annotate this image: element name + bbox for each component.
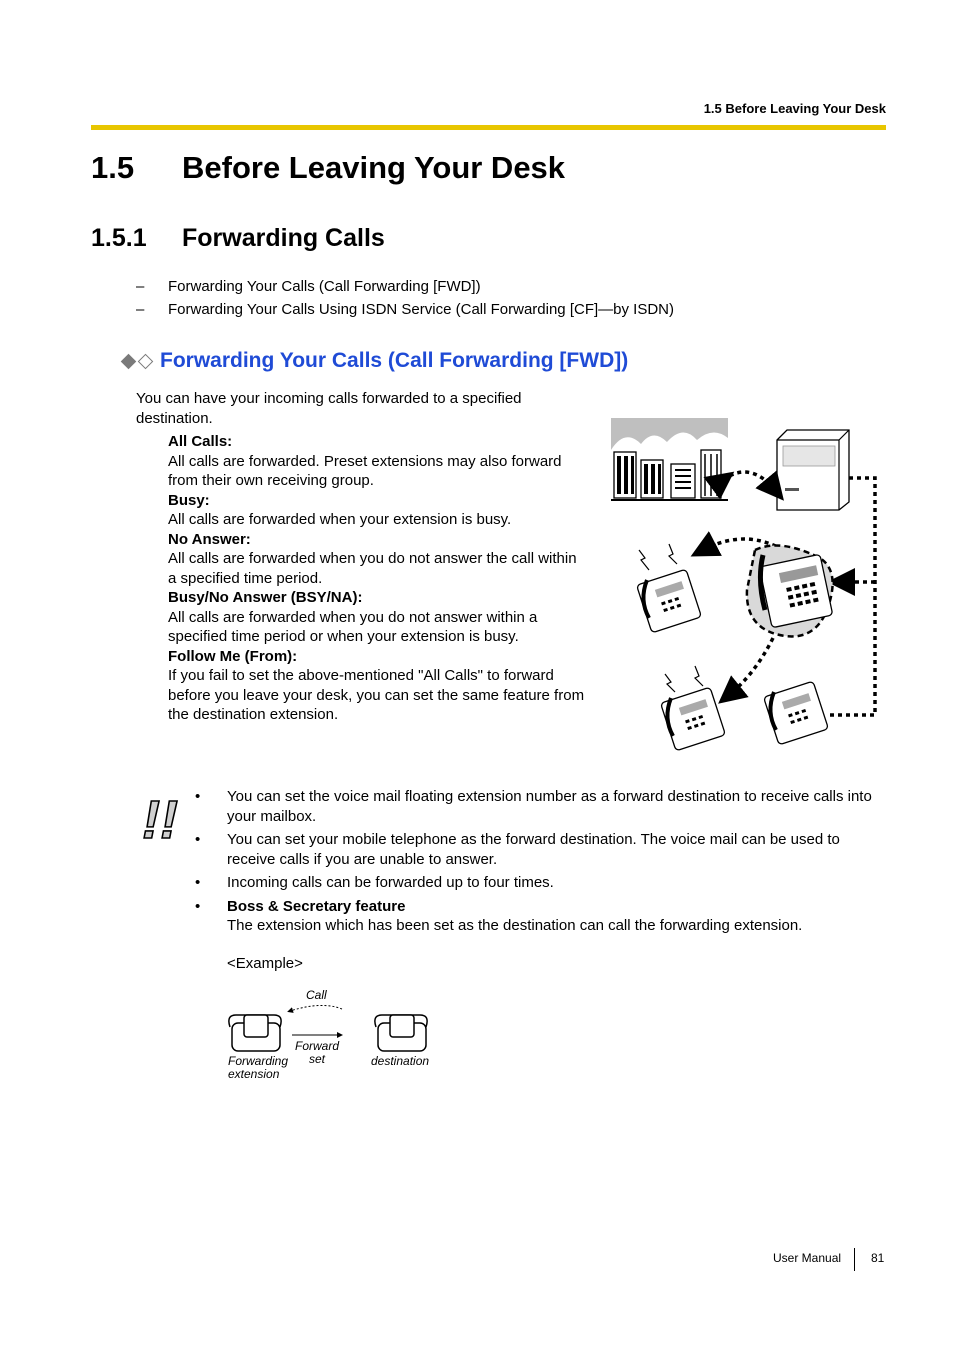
forward-set-label: set [309, 1052, 326, 1066]
feature-intro: You can have your incoming calls forwarded to a specified destination. [136, 390, 522, 427]
page-number: 81 [871, 1251, 885, 1265]
list-item [195, 787, 885, 826]
subsection-number: 1.5.1 [91, 224, 147, 252]
term-busy: Busy: [168, 491, 210, 509]
header-rule [91, 125, 886, 130]
section-title: Before Leaving Your Desk [182, 150, 566, 185]
feature-title: Forwarding Your Calls (Call Forwarding [FWD]) [160, 349, 629, 372]
bullet: • [195, 897, 201, 915]
destination-telephone-icon [637, 544, 702, 633]
note-text: You can set the voice mail floating extension number as a forward destination to receive calls into your mailbox. [227, 788, 872, 825]
list-item [195, 897, 885, 936]
destination-label: destination [371, 1054, 430, 1068]
forwarding-extension-phone-icon [229, 1015, 281, 1051]
running-header: 1.5 Before Leaving Your Desk [703, 101, 886, 116]
pbx-unit-icon [777, 430, 849, 510]
desc-follow-me: If you fail to set the above-mentioned "All Calls" to forward before you leave your desk, you can set the same feature from the destination extension. [168, 667, 585, 723]
term-follow-me: Follow Me (From): [168, 647, 298, 665]
feature-heading [120, 349, 628, 373]
topic-label: Forwarding Your Calls (Call Forwarding [FWD]) [168, 278, 481, 295]
term-busy-no-answer: Busy/No Answer (BSY/NA): [168, 589, 363, 606]
central-telephone-icon [747, 546, 833, 637]
boss-secretary-desc: The extension which has been set as the destination can call the forwarding extension. [227, 917, 803, 934]
topic-link-isdn[interactable] [136, 301, 674, 324]
topic-list [136, 278, 674, 324]
term-all-calls: All Calls: [168, 433, 233, 450]
destination-telephone-icon [764, 681, 829, 745]
call-label: Call [306, 988, 327, 1002]
forwarding-extension-label-2: extension [228, 1067, 280, 1081]
section-heading [91, 150, 565, 186]
destination-telephone-icon [661, 666, 726, 751]
note-text: You can set your mobile telephone as the forward destination. The voice mail can be used to receive calls if you are unable to answer. [227, 831, 840, 868]
destination-phone-icon [375, 1015, 427, 1051]
desc-busy: All calls are forwarded when your extension is busy. [168, 511, 512, 528]
section-number: 1.5 [91, 150, 135, 185]
list-item [195, 830, 885, 869]
notes-mark-text: !! [142, 790, 178, 844]
footer-divider [854, 1248, 855, 1271]
bullet: • [195, 874, 201, 891]
desc-all-calls: All calls are forwarded. Preset extensions may also forward from their own receiving group. [168, 452, 562, 489]
diamond-bullet-icon [120, 356, 154, 367]
notes-list [195, 787, 885, 940]
list-item [195, 873, 885, 893]
desc-no-answer: All calls are forwarded when you do not answer the call within a specified time period. [168, 550, 577, 587]
desc-busy-no-answer: All calls are forwarded when you do not answer within a specified time period or when your extension is busy. [168, 608, 538, 645]
footer-label: User Manual [773, 1251, 842, 1265]
bullet: • [195, 831, 201, 848]
note-text: Incoming calls can be forwarded up to four times. [227, 874, 554, 891]
example-label: <Example> [227, 955, 303, 972]
forwarding-types [168, 432, 588, 725]
forwarding-illustration [605, 410, 885, 760]
term-no-answer: No Answer: [168, 530, 251, 548]
forwarding-extension-label: Forwarding [228, 1054, 289, 1068]
bullet: • [195, 788, 201, 805]
boss-secretary-diagram [222, 985, 442, 1090]
exclamation-notes-icon [140, 788, 182, 849]
topic-label: Forwarding Your Calls Using ISDN Service (Call Forwarding [CF]—by ISDN) [168, 301, 674, 318]
boss-secretary-title: Boss & Secretary feature [227, 897, 406, 915]
forward-label: Forward [295, 1039, 340, 1053]
list-dash: – [136, 301, 145, 318]
subsection-heading [91, 224, 385, 253]
topic-link-fwd[interactable] [136, 278, 674, 301]
list-dash: – [136, 278, 145, 295]
city-buildings-icon [611, 418, 728, 500]
subsection-title: Forwarding Calls [182, 224, 385, 252]
